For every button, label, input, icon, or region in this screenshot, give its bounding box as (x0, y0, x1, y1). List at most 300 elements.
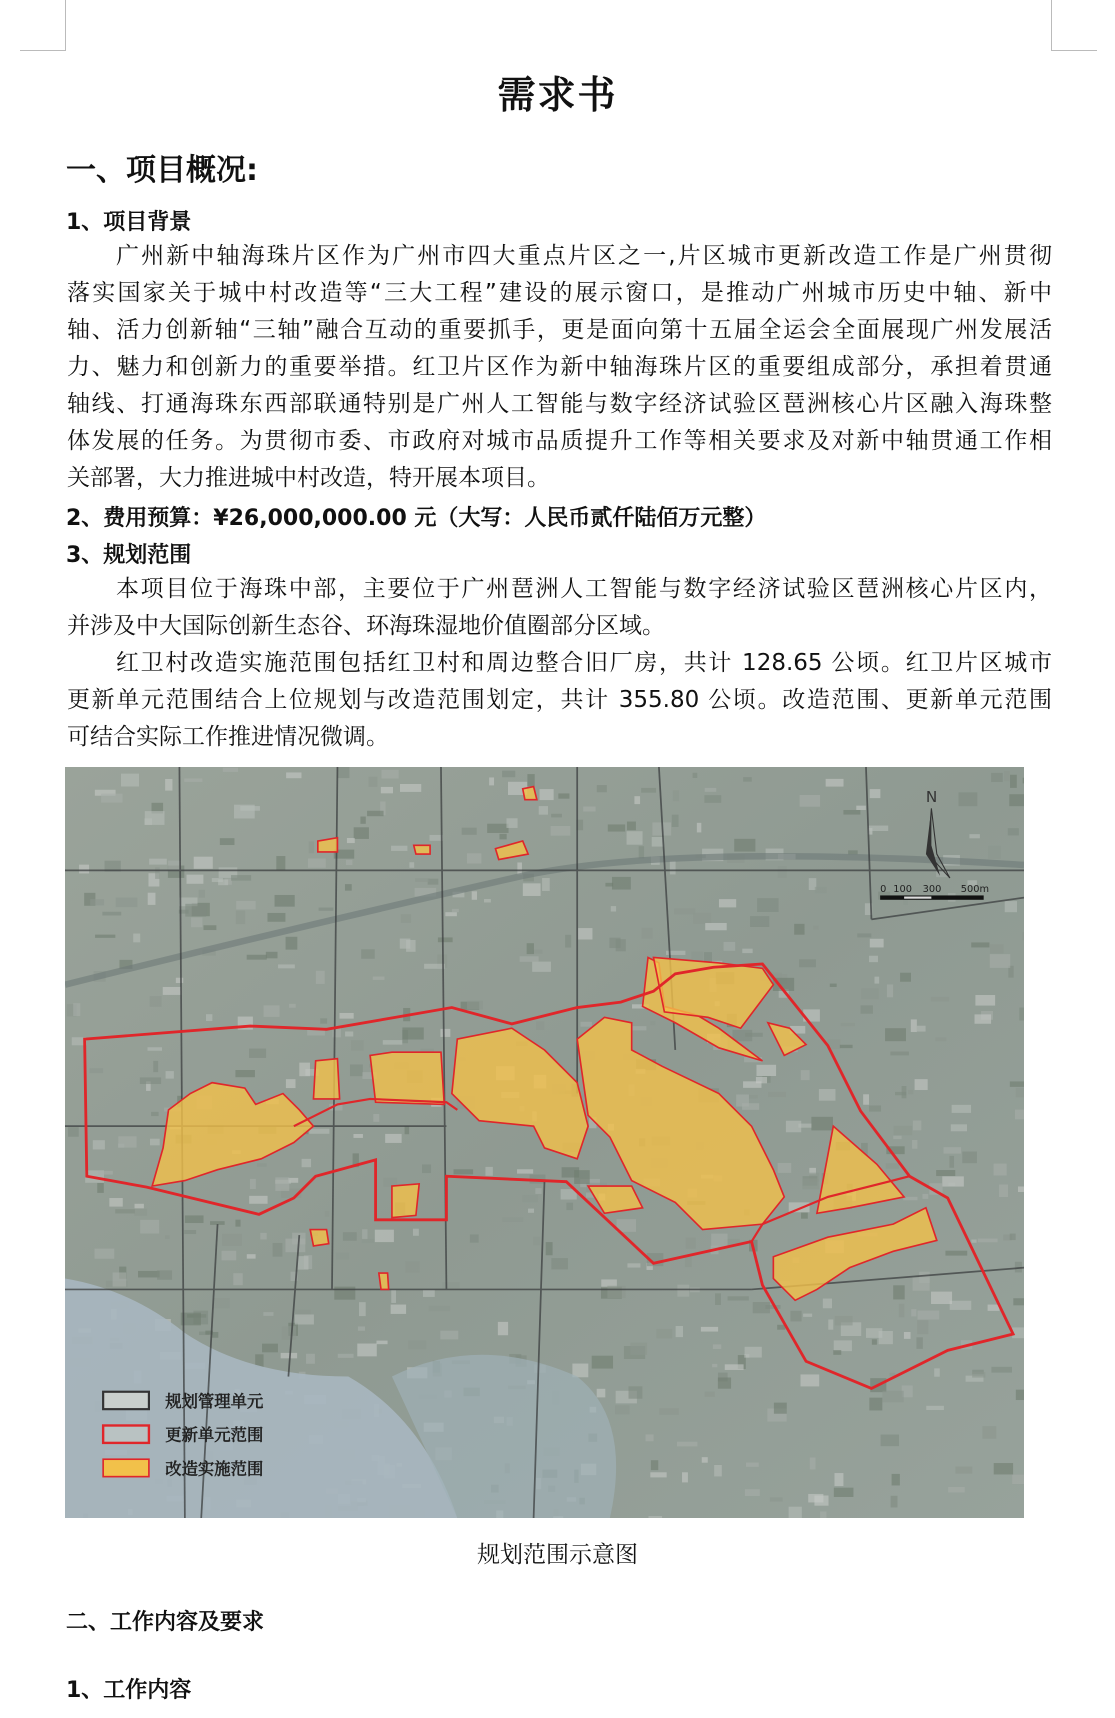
texture-patch (467, 853, 481, 863)
texture-patch (302, 1159, 311, 1167)
texture-patch (948, 1487, 965, 1492)
texture-patch (697, 823, 701, 833)
texture-patch (911, 1309, 916, 1316)
texture-patch (1008, 828, 1019, 835)
legend-label: 规划管理单元 (165, 1391, 264, 1411)
texture-patch (381, 787, 393, 793)
texture-patch (484, 899, 491, 902)
texture-patch (611, 906, 616, 911)
texture-patch (583, 807, 595, 812)
texture-patch (206, 1014, 212, 1021)
texture-patch (736, 1095, 749, 1107)
texture-patch (415, 878, 429, 882)
texture-patch (257, 1163, 267, 1166)
texture-patch (714, 1465, 722, 1476)
texture-patch (580, 1022, 591, 1027)
texture-patch (155, 867, 160, 878)
texture-patch (982, 1426, 996, 1439)
texture-patch (462, 828, 477, 835)
texture-patch (236, 901, 256, 910)
texture-patch (423, 1290, 435, 1297)
texture-patch (778, 866, 787, 878)
texture-patch (672, 815, 679, 827)
texture-patch (405, 1261, 419, 1272)
planning-scope-map (65, 767, 1024, 1518)
texture-patch (870, 789, 881, 798)
texture-patch (950, 1301, 972, 1310)
texture-patch (881, 1435, 899, 1447)
texture-patch (551, 826, 571, 836)
texture-patch (990, 944, 1003, 953)
texture-patch (1009, 794, 1024, 806)
texture-patch (566, 1203, 573, 1210)
texture-patch (810, 1457, 816, 1469)
paragraph-line: 更新单元范围结合上位规划与改造范围划定，共计 355.80 公顷。改造范围、更新单元范围 (67, 687, 1052, 713)
texture-patch (319, 908, 334, 911)
texture-patch (247, 1254, 256, 1258)
subheading-scope: 3、规划范围 (66, 543, 192, 568)
texture-patch (79, 865, 89, 874)
texture-patch (235, 1220, 240, 1227)
texture-patch (833, 1350, 841, 1355)
texture-patch (778, 1163, 792, 1173)
texture-patch (1018, 1186, 1024, 1192)
texture-patch (750, 916, 769, 927)
texture-patch (745, 1033, 763, 1037)
texture-patch (381, 770, 398, 779)
paragraph-line: 落实国家关于城中村改造等“三大工程”建设的展示窗口，是推动广州城市历史中轴、新中 (67, 280, 1052, 306)
texture-patch (677, 1285, 689, 1297)
texture-patch (199, 890, 205, 898)
texture-patch (834, 1473, 843, 1486)
texture-patch (236, 911, 245, 924)
texture-patch (109, 1198, 122, 1207)
texture-patch (369, 777, 378, 787)
texture-patch (834, 1340, 852, 1351)
texture-patch (522, 1195, 538, 1202)
texture-patch (1004, 771, 1010, 781)
texture-patch (135, 1204, 144, 1209)
texture-patch (487, 824, 508, 833)
texture-patch (803, 1314, 812, 1317)
texture-patch (359, 1302, 366, 1316)
texture-patch (935, 1037, 946, 1041)
texture-patch (952, 1105, 971, 1113)
texture-patch (489, 777, 494, 785)
texture-patch (915, 1079, 928, 1090)
texture-patch (250, 1179, 256, 1189)
texture-patch (168, 861, 181, 871)
texture-patch (743, 1081, 761, 1088)
texture-patch (422, 1164, 431, 1173)
texture-patch (231, 875, 251, 881)
texture-patch (204, 925, 217, 930)
texture-patch (247, 955, 267, 960)
texture-patch (360, 817, 365, 824)
texture-patch (917, 1026, 926, 1032)
texture-patch (533, 950, 543, 954)
scale-bar (880, 884, 989, 900)
texture-patch (868, 826, 888, 831)
texture-patch (592, 1356, 613, 1369)
texture-patch (472, 891, 477, 899)
texture-patch (440, 1331, 458, 1340)
texture-patch (233, 1273, 242, 1285)
page-corner-mark (1051, 0, 1097, 51)
texture-patch (701, 1327, 718, 1332)
texture-patch (639, 846, 644, 858)
texture-patch (856, 806, 866, 810)
texture-patch (955, 1467, 972, 1474)
texture-patch (642, 928, 653, 939)
texture-patch (235, 1070, 255, 1077)
texture-patch (535, 1188, 541, 1194)
page-corner-mark (20, 0, 66, 51)
texture-patch (814, 1495, 828, 1505)
texture-patch (705, 1392, 715, 1397)
texture-patch (886, 1163, 899, 1168)
texture-patch (801, 1070, 810, 1080)
texture-patch (539, 789, 553, 800)
texture-patch (95, 935, 115, 938)
texture-patch (1010, 1081, 1024, 1086)
texture-patch (713, 1344, 721, 1349)
texture-patch (627, 822, 636, 831)
texture-patch (1023, 778, 1024, 784)
texture-patch (869, 1105, 881, 1111)
texture-patch (527, 943, 534, 954)
texture-patch (951, 1124, 967, 1131)
texture-patch (646, 1434, 654, 1441)
texture-patch (911, 1019, 917, 1032)
texture-patch (194, 857, 213, 869)
texture-patch (133, 934, 140, 943)
texture-patch (383, 1040, 403, 1045)
texture-patch (768, 1092, 786, 1097)
paragraph-line: 广州新中轴海珠片区作为广州市四大重点片区之一,片区城市更新改造工作是广州贯彻 (116, 243, 1052, 269)
texture-patch (185, 904, 206, 917)
texture-patch (674, 908, 695, 914)
texture-patch (848, 850, 858, 854)
texture-patch (641, 788, 656, 793)
texture-patch (278, 964, 295, 968)
texture-patch (725, 1364, 744, 1370)
texture-patch (712, 1364, 717, 1367)
texture-patch (900, 973, 911, 982)
texture-patch (801, 1213, 808, 1219)
texture-patch (887, 984, 893, 997)
texture-patch (634, 796, 640, 804)
legend-swatch-unit (103, 1392, 149, 1409)
texture-patch (650, 1472, 666, 1477)
texture-patch (145, 811, 165, 825)
texture-patch (325, 1211, 329, 1217)
texture-patch (93, 1140, 105, 1149)
texture-patch (629, 1386, 643, 1398)
texture-patch (551, 1258, 568, 1269)
texture-patch (362, 1229, 367, 1239)
texture-patch (528, 1209, 534, 1213)
texture-patch (121, 774, 139, 787)
texture-patch (153, 1061, 158, 1072)
texture-patch (991, 773, 1003, 782)
texture-patch (872, 1339, 877, 1344)
section-heading-overview: 一、项目概况: (66, 153, 258, 188)
texture-patch (728, 1296, 749, 1300)
texture-patch (651, 1460, 658, 1470)
texture-patch (221, 1251, 236, 1261)
texture-patch (631, 1026, 646, 1030)
texture-patch (281, 1353, 297, 1358)
texture-patch (705, 923, 726, 930)
texture-patch (916, 1337, 922, 1349)
texture-patch (705, 788, 717, 792)
texture-patch (895, 1092, 906, 1095)
texture-patch (454, 1169, 474, 1174)
texture-patch (400, 939, 411, 949)
texture-patch (90, 899, 104, 905)
texture-patch (943, 1147, 961, 1153)
texture-patch (676, 1326, 683, 1337)
texture-patch (742, 949, 752, 953)
texture-patch (400, 784, 421, 792)
texture-patch (357, 1344, 377, 1357)
texture-patch (835, 1316, 853, 1325)
texture-patch (685, 1257, 692, 1267)
texture-patch (869, 1398, 882, 1411)
texture-patch (223, 768, 238, 772)
texture-patch (297, 1256, 308, 1269)
texture-patch (373, 1114, 379, 1122)
texture-patch (350, 1064, 363, 1076)
texture-patch (841, 1023, 855, 1026)
texture-patch (405, 1126, 410, 1134)
texture-patch (275, 895, 295, 907)
texture-patch (185, 1215, 204, 1223)
texture-patch (498, 1322, 508, 1335)
texture-patch (994, 1164, 1007, 1176)
texture-patch (931, 1292, 952, 1304)
texture-patch (612, 877, 631, 890)
texture-patch (609, 938, 620, 948)
texture-patch (166, 1071, 174, 1079)
texture-patch (89, 1068, 103, 1073)
texture-patch (994, 1463, 1013, 1474)
texture-patch (533, 1237, 540, 1245)
texture-patch (840, 1045, 853, 1048)
texture-patch (702, 1457, 708, 1463)
texture-patch (212, 878, 223, 882)
texture-patch (828, 1319, 833, 1329)
texture-patch (648, 1516, 662, 1518)
texture-patch (1012, 1475, 1024, 1484)
texture-patch (597, 1389, 606, 1398)
paragraph-line: 可结合实际工作推进情况微调。 (67, 724, 389, 750)
texture-patch (391, 1305, 406, 1314)
texture-patch (467, 1001, 483, 1010)
texture-patch (917, 1320, 928, 1334)
texture-patch (413, 1229, 419, 1236)
budget-line: 2、费用预算：¥26,000,000.00 元（大写：人民币贰仟陆佰万元整） (66, 506, 767, 531)
texture-patch (309, 841, 314, 853)
texture-patch (165, 1235, 170, 1239)
texture-patch (770, 1497, 783, 1501)
texture-patch (346, 860, 352, 865)
texture-patch (267, 913, 285, 922)
texture-patch (959, 792, 978, 806)
texture-patch (948, 1183, 955, 1186)
texture-patch (991, 1367, 1012, 1373)
subheading-work-content: 1、工作内容 (66, 1678, 192, 1703)
texture-patch (345, 1031, 353, 1036)
texture-patch (286, 937, 298, 950)
texture-patch (502, 771, 515, 778)
texture-patch (299, 1063, 310, 1077)
texture-patch (68, 1127, 79, 1137)
texture-patch (774, 1403, 787, 1414)
texture-patch (95, 1249, 115, 1259)
texture-patch (309, 1129, 329, 1134)
texture-patch (650, 1021, 655, 1026)
scale-label: 500m (960, 884, 990, 896)
texture-patch (338, 1354, 354, 1358)
texture-patch (572, 1364, 588, 1378)
texture-patch (978, 1238, 998, 1242)
north-label: N (925, 787, 938, 806)
texture-patch (743, 777, 752, 782)
texture-patch (826, 779, 844, 787)
legend-swatch-implementation (103, 1459, 149, 1476)
texture-patch (869, 956, 878, 962)
texture-patch (523, 883, 541, 896)
paragraph-line: 体发展的任务。为贯彻市委、市政府对城市品质提升工作等相关要求及对新中轴贯通工作相 (67, 428, 1052, 454)
texture-patch (502, 1217, 523, 1222)
texture-patch (893, 1285, 904, 1299)
texture-patch (551, 814, 562, 818)
texture-patch (442, 1282, 459, 1288)
texture-patch (539, 806, 548, 815)
texture-patch (240, 806, 260, 811)
texture-patch (756, 1065, 776, 1076)
texture-patch (971, 942, 989, 947)
texture-patch (578, 928, 592, 939)
texture-patch (912, 1140, 917, 1149)
texture-patch (969, 834, 979, 838)
texture-patch (870, 939, 884, 948)
texture-patch (150, 1139, 160, 1146)
texture-patch (823, 1299, 832, 1309)
texture-patch (165, 779, 172, 791)
texture-patch (749, 1095, 758, 1098)
texture-patch (140, 1220, 159, 1234)
texture-patch (184, 778, 202, 781)
texture-patch (922, 1194, 928, 1199)
texture-patch (790, 1311, 801, 1322)
texture-patch (306, 1354, 315, 1364)
texture-patch (176, 978, 183, 983)
texture-patch (276, 856, 285, 870)
texture-patch (934, 1368, 940, 1376)
subheading-background: 1、项目背景 (66, 210, 192, 235)
legend-label: 更新单元范围 (165, 1425, 264, 1445)
texture-patch (607, 1286, 625, 1298)
texture-patch (962, 1152, 977, 1164)
texture-patch (286, 772, 301, 778)
texture-patch (260, 1233, 266, 1240)
scale-label: 0 (880, 884, 887, 896)
texture-patch (263, 1312, 273, 1316)
texture-patch (1016, 1390, 1024, 1400)
texture-patch (73, 1003, 80, 1016)
texture-patch (351, 1040, 364, 1050)
texture-patch (718, 1377, 731, 1388)
texture-patch (546, 1242, 553, 1255)
texture-patch (861, 988, 878, 999)
texture-patch (520, 956, 539, 962)
texture-patch (345, 884, 352, 891)
texture-patch (800, 795, 820, 807)
texture-patch (597, 785, 607, 792)
texture-patch (913, 1277, 930, 1290)
texture-patch (734, 839, 755, 852)
texture-patch (275, 1177, 289, 1191)
texture-patch (97, 1183, 104, 1193)
texture-patch (213, 1298, 230, 1308)
texture-patch (830, 984, 837, 987)
texture-patch (913, 1121, 922, 1131)
texture-patch (517, 862, 522, 874)
texture-patch (945, 1251, 967, 1256)
texture-patch (1016, 1088, 1024, 1098)
texture-patch (892, 1474, 900, 1486)
texture-patch (542, 878, 550, 891)
texture-patch (264, 1005, 280, 1017)
texture-patch (691, 952, 703, 961)
texture-patch (800, 1374, 819, 1386)
texture-patch (273, 1243, 283, 1257)
texture-patch (376, 1341, 387, 1345)
texture-patch (899, 1304, 905, 1317)
texture-patch (926, 1406, 944, 1410)
texture-patch (262, 1344, 278, 1353)
texture-patch (627, 831, 643, 844)
texture-patch (361, 949, 375, 958)
texture-patch (140, 1077, 161, 1084)
texture-patch (113, 1272, 127, 1286)
texture-patch (949, 1156, 954, 1168)
texture-patch (558, 793, 569, 798)
texture-patch (799, 959, 816, 967)
texture-patch (891, 1496, 898, 1508)
texture-patch (499, 834, 506, 840)
texture-patch (686, 1238, 696, 1249)
texture-patch (1005, 901, 1017, 912)
texture-patch (343, 1232, 357, 1241)
texture-patch (819, 1089, 836, 1101)
texture-patch (353, 1134, 362, 1138)
texture-patch (719, 899, 736, 907)
texture-patch (659, 1408, 679, 1415)
texture-patch (362, 1239, 375, 1243)
texture-patch (286, 1079, 296, 1088)
texture-patch (893, 1136, 901, 1139)
texture-patch (157, 1270, 172, 1279)
texture-patch (746, 1462, 759, 1466)
texture-patch (894, 1126, 913, 1135)
texture-patch (802, 1179, 819, 1190)
texture-patch (999, 1185, 1008, 1198)
texture-patch (149, 859, 167, 865)
